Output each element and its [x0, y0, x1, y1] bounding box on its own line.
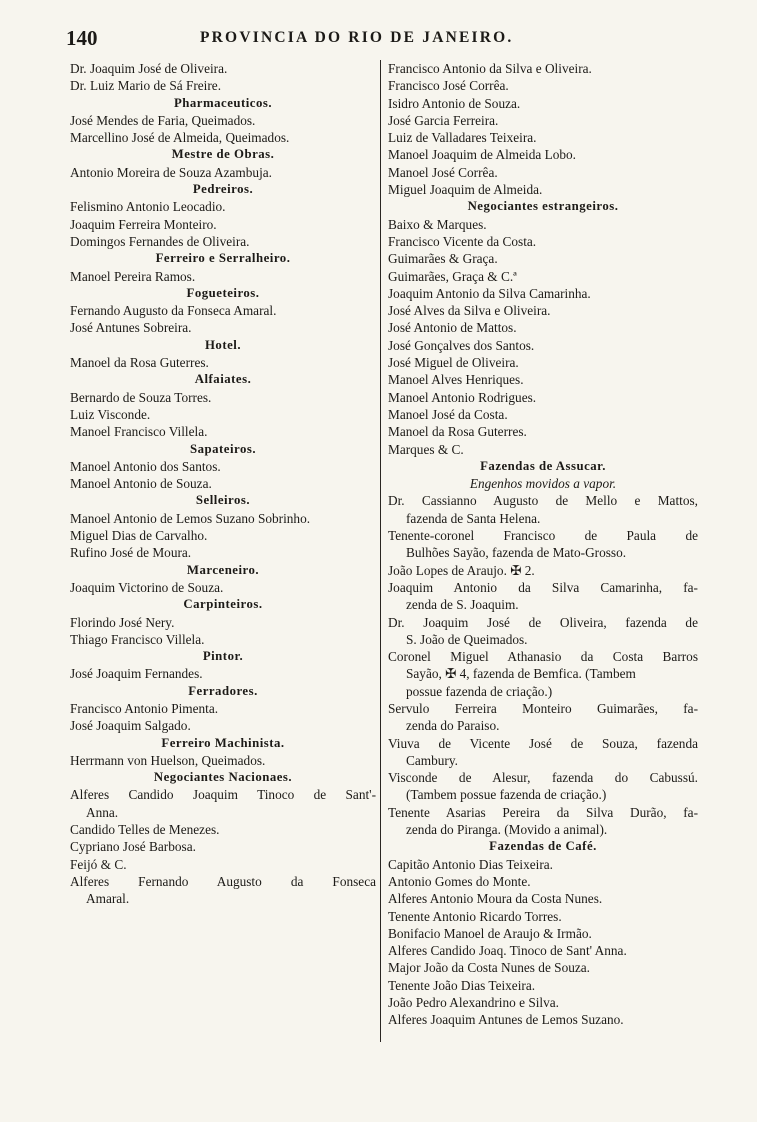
- page-header: [66, 26, 686, 52]
- directory-entry: Alferes Candido Joaquim Tinoco de Sant'-: [70, 787, 376, 803]
- directory-entry: Manoel Antonio de Lemos Suzano Sobrinho.: [70, 510, 311, 526]
- directory-entry: Francisco Antonio da Silva e Oliveira.: [388, 61, 592, 76]
- directory-entry: Marcellino José de Almeida, Queimados.: [70, 130, 290, 146]
- directory-entry: Manoel Antonio de Souza.: [70, 476, 212, 492]
- directory-entry: zenda do Paraiso.: [406, 718, 500, 734]
- directory-entry: José Alves da Silva e Oliveira.: [388, 303, 551, 319]
- directory-entry: João Lopes de Araujo. ✠ 2.: [388, 562, 535, 578]
- directory-entry: Manoel Francisco Villela.: [70, 424, 208, 440]
- directory-entry: S. João de Queimados.: [406, 631, 528, 647]
- directory-entry: José Antunes Sobreira.: [70, 320, 192, 336]
- directory-entry: Joaquim Ferreira Monteiro.: [70, 216, 217, 232]
- section-heading: Pedreiros.: [192, 182, 254, 197]
- section-heading: Marceneiro.: [186, 562, 260, 577]
- directory-entry: Alferes Joaquim Antunes de Lemos Suzano.: [388, 1012, 624, 1028]
- directory-entry: José Gonçalves dos Santos.: [388, 337, 535, 353]
- directory-entry: Cypriano José Barbosa.: [70, 839, 196, 855]
- section-heading: Alfaiates.: [194, 372, 252, 387]
- directory-entry: Alferes Fernando Augusto da Fonseca: [70, 873, 376, 889]
- directory-entry: Bulhões Sayão, fazenda de Mato-Grosso.: [406, 545, 627, 561]
- directory-entry: Capitão Antonio Dias Teixeira.: [388, 856, 554, 872]
- directory-entry: zenda de S. Joaquim.: [406, 597, 519, 613]
- directory-entry: Antonio Moreira de Souza Azambuja.: [70, 164, 272, 180]
- directory-entry: Tenente-coronel Francisco de Paula de: [388, 528, 698, 544]
- directory-entry: Rufino José de Moura.: [70, 545, 192, 561]
- directory-entry: Manoel da Rosa Guterres.: [388, 424, 527, 440]
- section-heading: Negociantes estrangeiros.: [467, 199, 619, 214]
- directory-entry: Thiago Francisco Villela.: [70, 631, 205, 647]
- directory-entry: Manoel Pereira Ramos.: [70, 268, 196, 284]
- directory-entry: Luiz de Valladares Teixeira.: [388, 130, 537, 146]
- directory-entry: Antonio Gomes do Monte.: [388, 873, 531, 889]
- directory-entry: José Mendes de Faria, Queimados.: [70, 112, 256, 128]
- directory-entry: Feijó & C.: [70, 856, 127, 872]
- directory-entry: Miguel Joaquim de Almeida.: [388, 182, 543, 198]
- directory-entry: Felismino Antonio Leocadio.: [70, 199, 226, 215]
- directory-entry: Luiz Visconde.: [70, 406, 151, 422]
- directory-entry: Joaquim Antonio da Silva Camarinha, fa-: [388, 579, 698, 595]
- left-column: [70, 60, 376, 908]
- directory-entry: zenda do Piranga. (Movido a animal).: [406, 822, 608, 838]
- directory-entry: Manoel da Rosa Guterres.: [70, 355, 209, 371]
- directory-entry: Manoel José Corrêa.: [388, 164, 498, 180]
- directory-entry: Viuva de Vicente José de Souza, fazenda: [388, 735, 698, 751]
- right-column: [388, 60, 698, 1029]
- section-heading: Ferreiro e Serralheiro.: [155, 251, 291, 266]
- directory-entry: Herrmann von Huelson, Queimados.: [70, 752, 266, 768]
- directory-entry: Dr. Cassianno Augusto de Mello e Mattos,: [388, 493, 698, 509]
- directory-entry: (Tambem possue fazenda de criação.): [406, 787, 607, 803]
- directory-entry: José Miguel de Oliveira.: [388, 355, 519, 371]
- directory-entry: Bernardo de Souza Torres.: [70, 389, 212, 405]
- section-heading: Pharmaceuticos.: [173, 95, 273, 110]
- directory-entry: Coronel Miguel Athanasio da Costa Barros: [388, 649, 698, 665]
- directory-entry: Sayão, ✠ 4, fazenda de Bemfica. (Tambem: [406, 666, 636, 682]
- section-subheading: Engenhos movidos a vapor.: [469, 476, 617, 492]
- directory-entry: Bonifacio Manoel de Araujo & Irmão.: [388, 925, 592, 941]
- section-heading: Pintor.: [202, 649, 244, 664]
- section-heading: Fazendas de Assucar.: [480, 458, 606, 473]
- directory-entry: Joaquim Victorino de Souza.: [70, 579, 224, 595]
- directory-entry: João Pedro Alexandrino e Silva.: [388, 995, 559, 1011]
- section-heading: Ferreiro Machinista.: [161, 735, 285, 750]
- section-heading: Fazendas de Café.: [489, 839, 597, 854]
- directory-entry: Manoel Antonio Rodrigues.: [388, 389, 537, 405]
- directory-entry: Francisco José Corrêa.: [388, 78, 509, 94]
- directory-entry: Tenente Antonio Ricardo Torres.: [388, 908, 562, 924]
- directory-entry: José Antonio de Mattos.: [388, 320, 517, 336]
- directory-entry: Baixo & Marques.: [388, 216, 487, 232]
- directory-entry: possue fazenda de criação.): [406, 683, 553, 699]
- section-heading: Mestre de Obras.: [171, 147, 275, 162]
- directory-entry: Alferes Candido Joaq. Tinoco de Sant' Anna.: [388, 943, 627, 959]
- directory-entry: Guimarães, Graça & C.ª: [388, 268, 517, 284]
- directory-entry: Dr. Joaquim José de Oliveira.: [70, 61, 228, 76]
- directory-entry: Florindo José Nery.: [70, 614, 175, 630]
- directory-entry: Cambury.: [406, 752, 458, 768]
- directory-entry: Anna.: [86, 804, 119, 820]
- page-number: 140: [66, 26, 98, 50]
- directory-entry: Servulo Ferreira Monteiro Guimarães, fa-: [388, 700, 698, 716]
- directory-entry: Dr. Joaquim José de Oliveira, fazenda de: [388, 614, 698, 630]
- directory-entry: José Joaquim Fernandes.: [70, 666, 203, 682]
- section-heading: Fogueteiros.: [186, 285, 260, 300]
- section-heading: Carpinteiros.: [183, 597, 263, 612]
- directory-entry: Candido Telles de Menezes.: [70, 822, 220, 838]
- directory-entry: Manoel Alves Henriques.: [388, 372, 524, 388]
- directory-entry: Major João da Costa Nunes de Souza.: [388, 960, 590, 976]
- directory-entry: Fernando Augusto da Fonseca Amaral.: [70, 303, 277, 319]
- column-divider: [380, 60, 381, 1042]
- section-heading: Ferradores.: [188, 683, 258, 698]
- directory-entry: Tenente João Dias Teixeira.: [388, 977, 536, 993]
- directory-entry: Francisco Antonio Pimenta.: [70, 700, 219, 716]
- directory-entry: Joaquim Antonio da Silva Camarinha.: [388, 285, 591, 301]
- directory-entry: fazenda de Santa Helena.: [406, 510, 541, 526]
- section-heading: Negociantes Nacionaes.: [153, 770, 293, 785]
- directory-entry: José Garcia Ferreira.: [388, 112, 499, 128]
- directory-entry: Manoel Antonio dos Santos.: [70, 458, 221, 474]
- directory-entry: Tenente Asarias Pereira da Silva Durão, fa-: [388, 804, 698, 820]
- directory-entry: Amaral.: [86, 891, 130, 907]
- directory-entry: Marques & C.: [388, 441, 464, 457]
- directory-entry: Manoel Joaquim de Almeida Lobo.: [388, 147, 576, 163]
- directory-entry: José Joaquim Salgado.: [70, 718, 191, 734]
- directory-entry: Guimarães & Graça.: [388, 251, 498, 267]
- section-heading: Sapateiros.: [189, 441, 257, 456]
- page-title: PROVINCIA DO RIO DE JANEIRO.: [200, 29, 514, 46]
- directory-entry: Domingos Fernandes de Oliveira.: [70, 233, 250, 249]
- directory-entry: Alferes Antonio Moura da Costa Nunes.: [388, 891, 603, 907]
- section-heading: Hotel.: [204, 337, 242, 352]
- directory-entry: Miguel Dias de Carvalho.: [70, 528, 208, 544]
- directory-entry: Visconde de Alesur, fazenda do Cabussú.: [388, 770, 698, 786]
- directory-entry: Isidro Antonio de Souza.: [388, 95, 521, 111]
- directory-entry: Manoel José da Costa.: [388, 406, 508, 422]
- section-heading: Selleiros.: [195, 493, 251, 508]
- directory-entry: Dr. Luiz Mario de Sá Freire.: [70, 78, 222, 94]
- directory-entry: Francisco Vicente da Costa.: [388, 233, 537, 249]
